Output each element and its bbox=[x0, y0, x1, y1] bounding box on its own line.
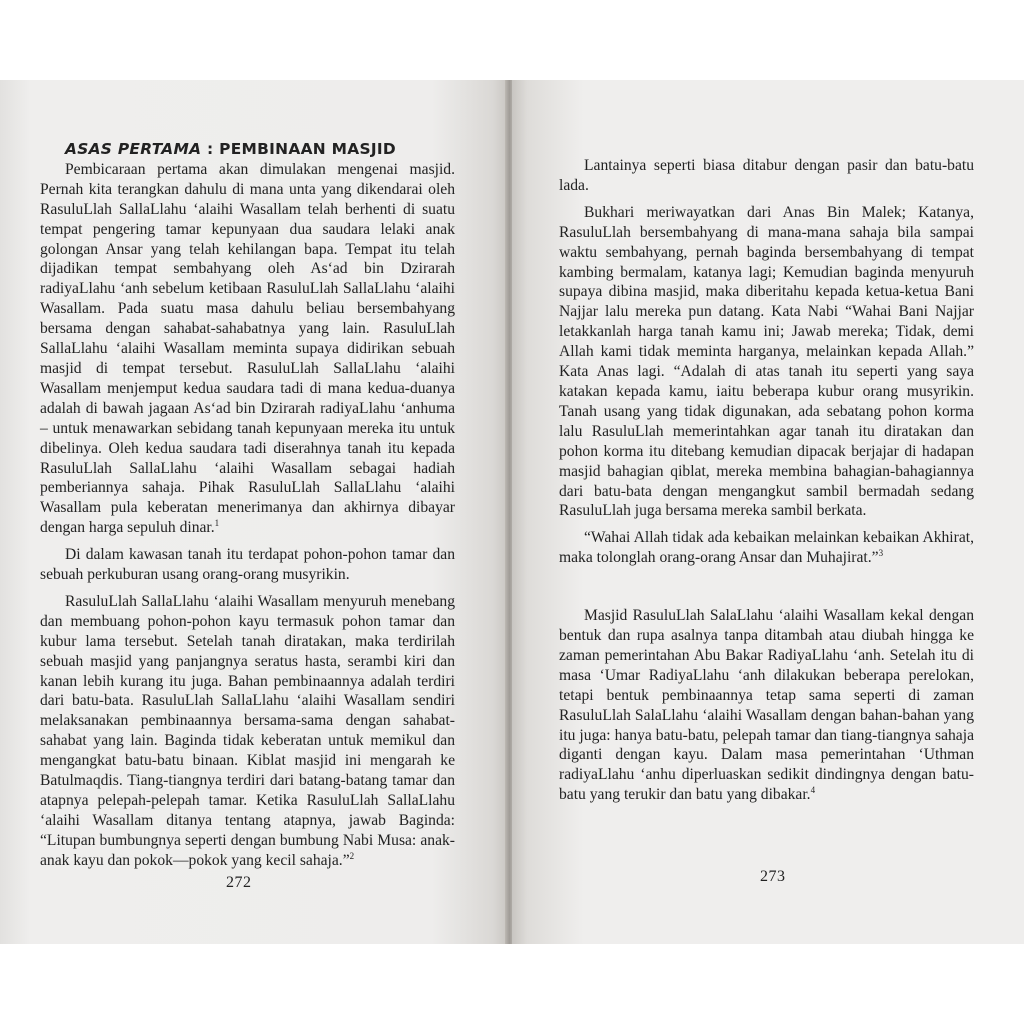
paragraph-text: “Wahai Allah tidak ada kebaikan melainkan kebaikan Akhirat, maka tolonglah orang-orang Ansar dan Muhajirat.” bbox=[559, 529, 974, 567]
footnote-marker: 1 bbox=[214, 518, 220, 529]
left-page-text bbox=[40, 140, 455, 871]
right-page-text bbox=[559, 156, 974, 805]
paragraph-text: Pembicaraan pertama akan dimulakan mengenai masjid. Pernah kita terangkan dahulu di mana unta yang dikendarai oleh RasuluLlah SallaLlahu ‘alaihi Wasallam telah berhenti di suatu tempat pengering tamar kepunyaan dua saudara lelaki anak golongan Ansar yang telah kehilangan bapa. Tempat itu telah dijadikan tempat sembahyang oleh As‘ad bin Dzirarah radiyaLlahu ‘anh sebelum ketibaan RasuluLlah SallaLlahu ‘alaihi Wasallam. Pada suatu masa dahulu beliau bersembahyang bersama dengan sahabat-sahabatnya yang lain. RasuluLlah SallaLlahu ‘alaihi Wasallam meminta supaya didirikan sebuah masjid di tempat tersebut. RasuluLlah SallaLlahu ‘alaihi Wasallam menjemput kedua saudara tadi di mana kedua-duanya adalah di bawah jagaan As‘ad bin Dzirarah radiyaLlahu ‘anhuma – untuk menawarkan sebidang tanah kepunyaan mereka itu untuk dibelinya. Oleh kedua saudara tadi diserahnya tanah itu kepada RasuluLlah SallaLlahu ‘alaihi Wasallam sebagai hadiah pemberiannya sahaja. Pihak RasuluLlah SallaLlahu ‘alaihi Wasallam pula keberatan menerimanya dan akhirnya dibayar dengan harga sepuluh dinar. bbox=[40, 160, 455, 537]
paragraph-text: Lantainya seperti biasa ditabur dengan pasir dan batu-batu lada. bbox=[559, 157, 974, 194]
paragraph-text: Di dalam kawasan tanah itu terdapat pohon-pohon tamar dan sebuah perkuburan usang orang-orang musyrikin. bbox=[40, 546, 455, 584]
paragraph bbox=[559, 203, 974, 522]
paragraph bbox=[40, 160, 455, 538]
right-page bbox=[512, 80, 1024, 944]
heading-part-title: : PEMBINAAN MASJID bbox=[201, 140, 396, 158]
paragraph-text: Masjid RasuluLlah SalaLlahu ‘alaihi Wasallam kekal dengan bentuk dan rupa asalnya tanpa ditambah atau diubah hingga ke zaman pemerintahan Abu Bakar RadiyaLlahu ‘anh. Setelah itu di masa ‘Umar RadiyaLlahu ‘anh dilakukan beberapa perelokan, tetapi bentuk pembinaannya tetap sama seperti di zaman RasuluLlah SalaLlahu ‘alaihi Wasallam dengan bahan-bahan yang itu juga: hanya batu-batu, pelepah tamar dan tiang-tiangnya sahaja diganti dengan kayu. Dalam masa pemerintahan ‘Uthman radiyaLlahu ‘anhu diperluaskan sedikit dindingnya dengan batu-batu yang terukir dan batu yang dibakar. bbox=[559, 607, 974, 804]
footnote-marker: 3 bbox=[878, 548, 884, 559]
paragraph bbox=[559, 606, 974, 805]
paragraph bbox=[559, 528, 974, 568]
page-number: 272 bbox=[226, 874, 252, 891]
paragraph-text: Bukhari meriwayatkan dari Anas Bin Malek; Katanya, RasuluLlah bersembahyang di mana-mana sahaja bila sampai waktu sembahyang, pernah baginda bersembahyang di tempat kambing bermalam, katanya lagi; Kemudian baginda menyuruh supaya dibina masjid, maka diberitahu kepada ketua-ketua Bani Najjar lalu mereka pun datang. Kata Nabi “Wahai Bani Najjar letakkanlah harga tanah kamu ini; Jawab mereka; Tidak, demi Allah kami tidak meminta harganya, melainkan kepada Allah.” Kata Anas lagi. “Adalah di atas tanah itu seperti yang saya katakan kepada kamu, iaitu beberapa kubur orang musyrikin. Tanah usang yang tidak digunakan, ada sebatang pohon korma lalu RasuluLlah memerintahkan agar tanah itu diratakan dan pohon korma itu ditebang kemudian dipacak berjajar di hadapan masjid bahagian qiblat, mereka membina bahagian-bahagiannya dari batu-bata dengan mengangkut sambil bermadah sedang RasuluLlah juga bersama mereka sambil berkata. bbox=[559, 203, 974, 520]
footnote-marker: 4 bbox=[810, 785, 816, 796]
open-book bbox=[0, 80, 1024, 944]
paragraph-text: RasuluLlah SallaLlahu ‘alaihi Wasallam menyuruh menebang dan membuang pohon-pohon kayu termasuk pohon tamar dan kubur lama tersebut. Setelah tanah diratakan, maka terdirilah sebuah masjid yang panjangnya seratus hasta, serambi kiri dan kanan lebih kurang itu juga. Bahan pembinaannya adalah terdiri dari batu-bata. RasuluLlah SallaLlahu ‘alaihi Wasallam sendiri melaksanakan pembinaannya bersama-sama dengan sahabat-sahabat yang lain. Baginda tidak keberatan untuk memikul dan mengangkat batu-batu binaan. Kiblat masjid ini mengarah ke Batulmaqdis. Tiang-tiangnya terdiri dari batang-batang tamar dan atapnya pelepah-pelepah tamar. Ketika RasuluLlah SallaLlahu ‘alaihi Wasallam ditanya tentang atapnya, jawab Baginda: “Litupan bumbungnya seperti dengan bumbung Nabi Musa: anak-anak kayu dan pokok—pokok yang kecil sahaja.” bbox=[40, 592, 455, 869]
heading-part-italic: ASAS PERTAMA bbox=[65, 140, 202, 158]
left-page bbox=[0, 80, 508, 944]
page-number: 273 bbox=[760, 868, 786, 885]
footnote-marker: 2 bbox=[349, 850, 355, 861]
paragraph bbox=[40, 545, 455, 585]
paragraph bbox=[40, 592, 455, 871]
chapter-heading bbox=[40, 140, 455, 160]
paragraph bbox=[559, 156, 974, 196]
